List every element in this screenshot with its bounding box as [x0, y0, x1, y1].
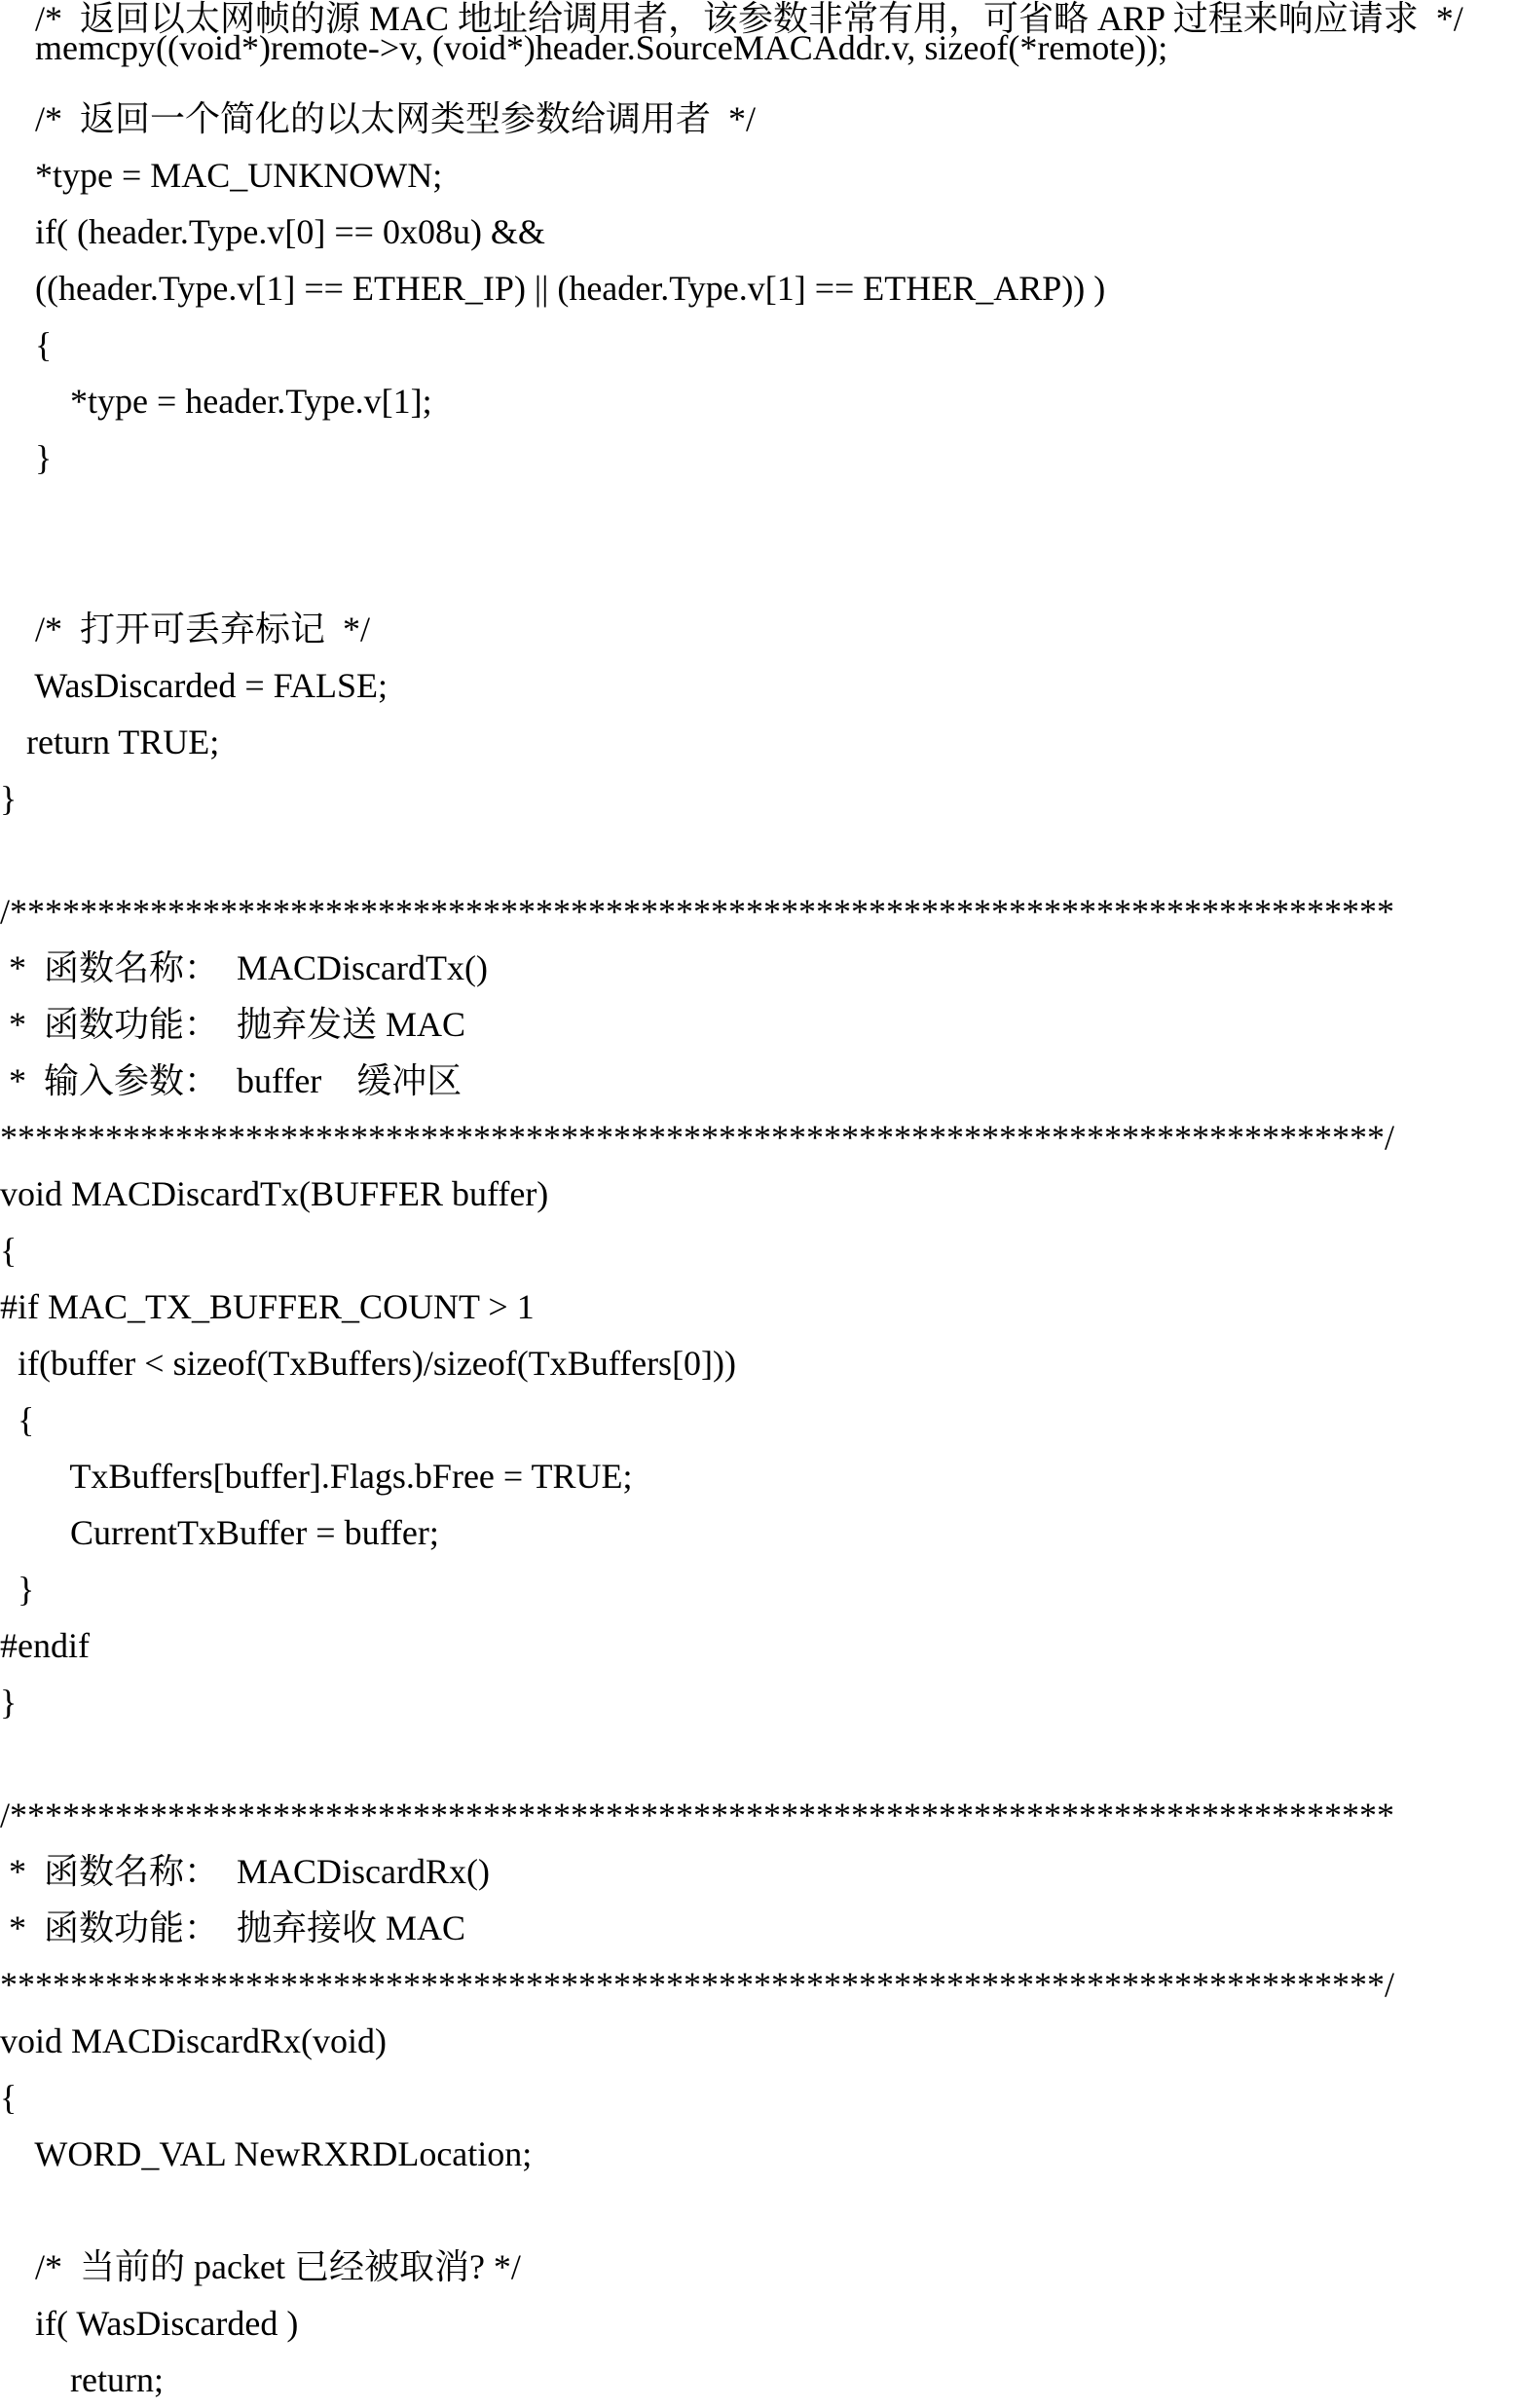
code-line: }	[0, 438, 53, 477]
code-line: #endif	[0, 1626, 90, 1665]
code-line: {	[0, 1400, 35, 1439]
code-line: /* 返回以太网帧的源 MAC 地址给调用者，该参数非常有用，可省略 ARP 过程来响应请求 */	[0, 0, 1463, 38]
code-line: return TRUE;	[0, 722, 220, 761]
code-line: {	[0, 2078, 18, 2117]
code-line: /*******************************************************************************	[0, 892, 1395, 931]
code-line: CurrentTxBuffer = buffer;	[0, 1513, 439, 1552]
code-line: WasDiscarded = FALSE;	[0, 666, 388, 705]
code-line: * 函数功能： 抛弃发送 MAC	[0, 1005, 466, 1044]
code-line: if( WasDiscarded )	[0, 2304, 299, 2343]
code-line: *******************************************************************************/	[0, 1118, 1395, 1157]
code-line: * 输入参数： buffer 缓冲区	[0, 1061, 462, 1100]
code-line: if( (header.Type.v[0] == 0x08u) &&	[0, 212, 545, 251]
code-line: }	[0, 1683, 18, 1722]
code-line: * 函数功能： 抛弃接收 MAC	[0, 1908, 466, 1947]
code-line: * 函数名称： MACDiscardRx()	[0, 1852, 490, 1891]
code-line: #if MAC_TX_BUFFER_COUNT > 1	[0, 1287, 535, 1326]
code-line: void MACDiscardTx(BUFFER buffer)	[0, 1174, 549, 1213]
code-line: * 函数名称： MACDiscardTx()	[0, 948, 488, 987]
code-line: /* 当前的 packet 已经被取消? */	[0, 2247, 521, 2286]
code-line: WORD_VAL NewRXRDLocation;	[0, 2134, 533, 2173]
code-line: void MACDiscardRx(void)	[0, 2021, 387, 2060]
code-line: /* 打开可丢弃标记 */	[0, 610, 371, 648]
code-line: return;	[0, 2360, 164, 2399]
code-line: /*******************************************************************************	[0, 1796, 1395, 1834]
code-line: ((header.Type.v[1] == ETHER_IP) || (header.Type.v[1] == ETHER_ARP)) )	[0, 269, 1106, 308]
code-line: *type = MAC_UNKNOWN;	[0, 156, 443, 195]
code-line: if(buffer < sizeof(TxBuffers)/sizeof(TxBuffers[0]))	[0, 1344, 737, 1383]
code-line: memcpy((void*)remote->v, (void*)header.SourceMACAddr.v, sizeof(*remote));	[0, 28, 1168, 67]
code-line: }	[0, 779, 18, 818]
code-line: }	[0, 1570, 35, 1609]
code-line: *type = header.Type.v[1];	[0, 382, 432, 421]
code-line: /* 返回一个简化的以太网类型参数给调用者 */	[0, 99, 757, 138]
code-line: *******************************************************************************/	[0, 1965, 1395, 2004]
code-line: TxBuffers[buffer].Flags.bFree = TRUE;	[0, 1457, 633, 1496]
code-line: {	[0, 325, 53, 364]
code-line: {	[0, 1231, 18, 1270]
